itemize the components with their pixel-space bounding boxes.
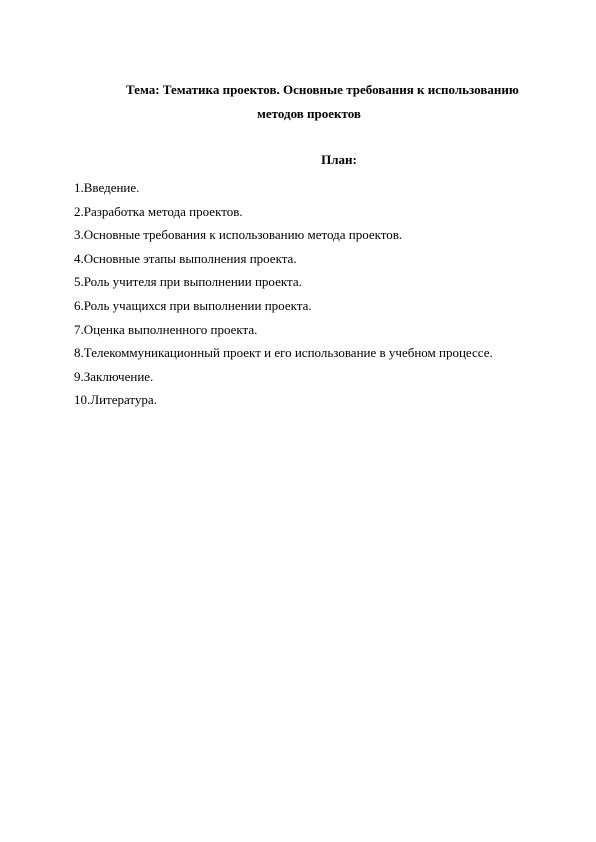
plan-item-conclusion: 9.Заключение.	[74, 368, 154, 384]
plan-item-student-role: 6.Роль учащихся при выполнении проекта.	[74, 297, 312, 313]
plan-item-stages: 4.Основные этапы выполнения проекта.	[74, 250, 297, 266]
plan-item-evaluation: 7.Оценка выполненного проекта.	[74, 321, 258, 337]
document-title-line-1: Тема: Тематика проектов. Основные требования к использованию	[126, 82, 519, 97]
plan-item-teacher-role: 5.Роль учителя при выполнении проекта.	[74, 274, 302, 290]
plan-item-literature: 10.Литература.	[74, 392, 157, 408]
plan-heading: План:	[321, 152, 357, 167]
plan-list	[74, 176, 493, 412]
plan-item-method-development: 2.Разработка метода проектов.	[74, 203, 243, 219]
plan-item-requirements: 3.Основные требования к использованию метода проектов.	[74, 227, 403, 243]
plan-item-telecom-project: 8.Телекоммуникационный проект и его использование в учебном процессе.	[74, 345, 493, 361]
plan-item-introduction: 1.Введение.	[74, 180, 140, 195]
document-title-line-2: методов проектов	[257, 106, 361, 121]
